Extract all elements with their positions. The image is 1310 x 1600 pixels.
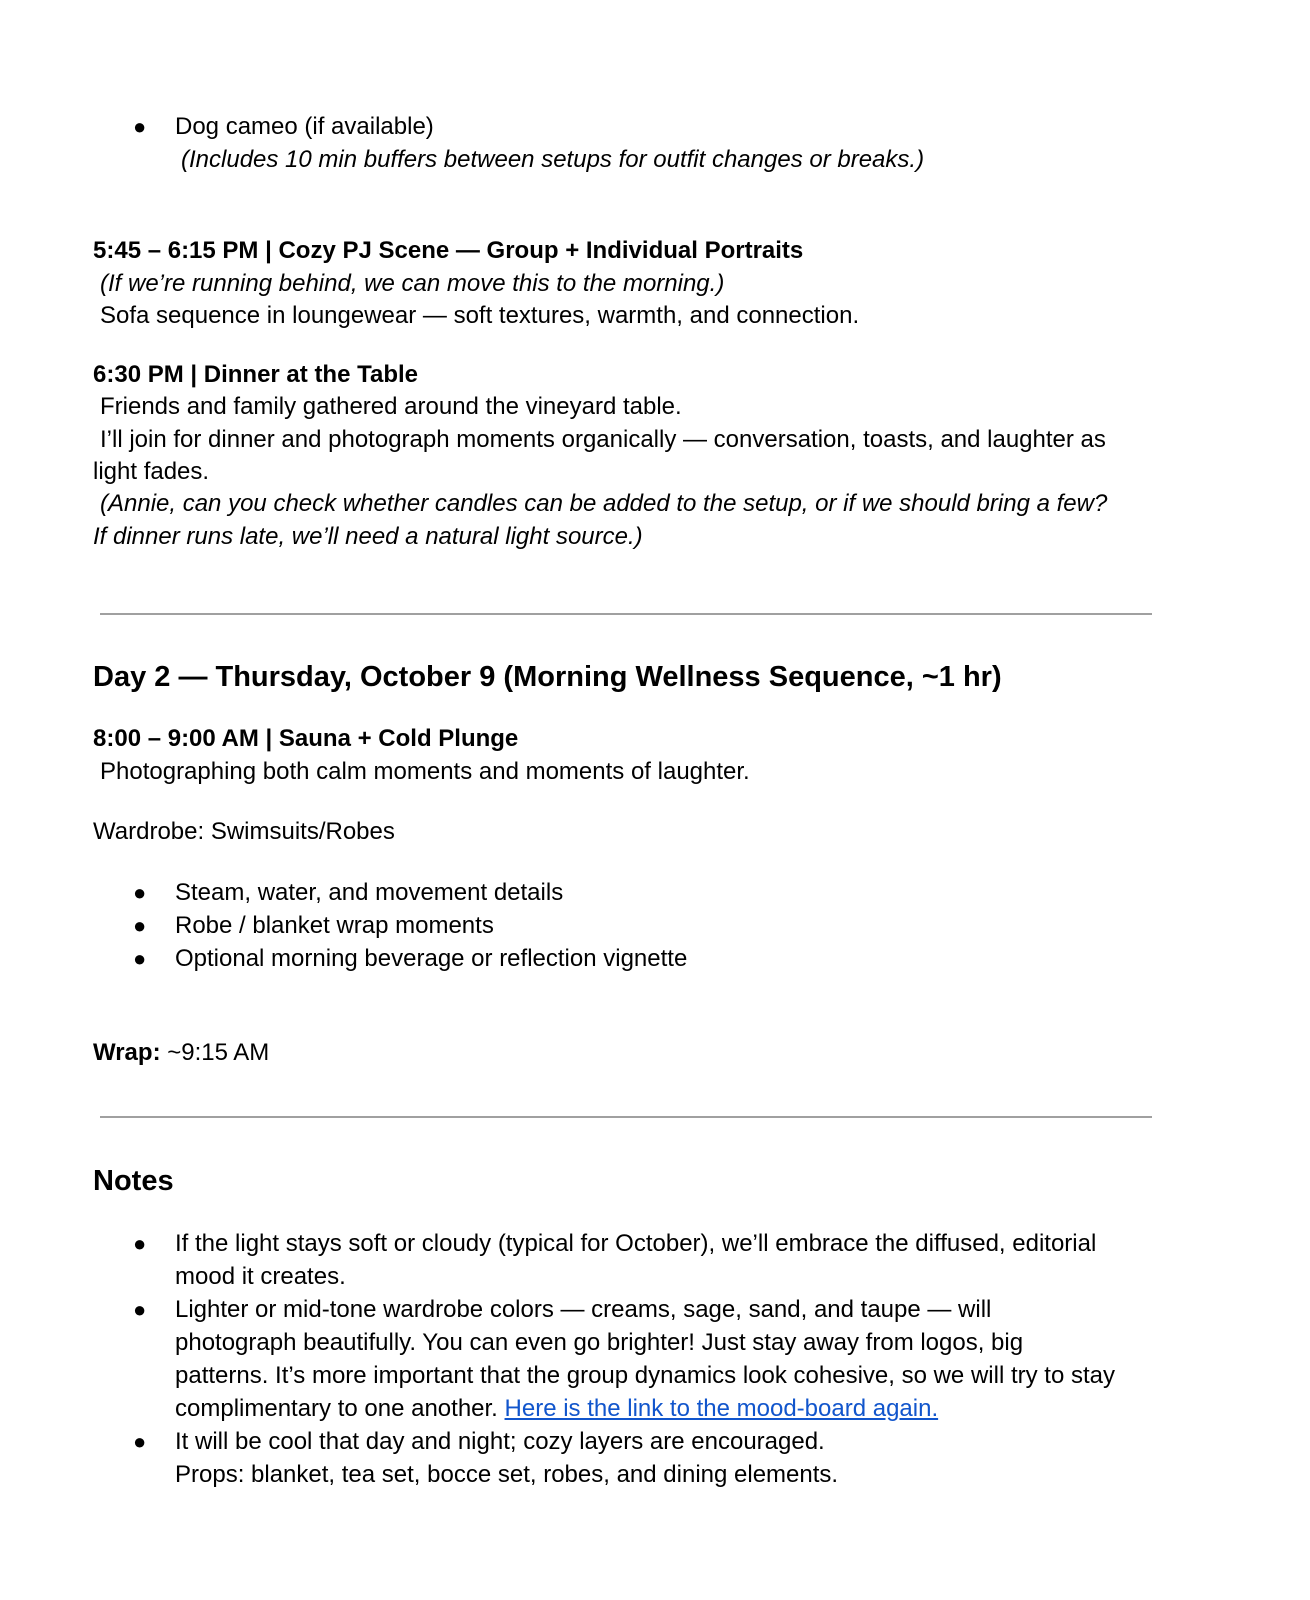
- horizontal-divider: [100, 1116, 1152, 1118]
- notes-bullet-1b: mood it creates.: [175, 1263, 346, 1290]
- dinner-line-2b: light fades.: [93, 458, 210, 485]
- dinner-note-b: If dinner runs late, we’ll need a natural light source.): [93, 523, 643, 550]
- mood-board-link[interactable]: Here is the link to the mood-board again.: [504, 1395, 939, 1422]
- pj-scene-note: (If we’re running behind, we can move this to the morning.): [100, 270, 725, 297]
- bullet-dot: ●: [133, 1429, 147, 1454]
- notes-bullet-2a: Lighter or mid-tone wardrobe colors — creams, sage, sand, and taupe — will: [175, 1296, 992, 1323]
- dinner-heading: 6:30 PM | Dinner at the Table: [93, 361, 419, 388]
- notes-bullet-2d-text: complimentary to one another.: [175, 1395, 505, 1422]
- day2-wardrobe: Wardrobe: Swimsuits/Robes: [93, 818, 395, 845]
- day2-session-heading: 8:00 – 9:00 AM | Sauna + Cold Plunge: [93, 725, 519, 752]
- bullet-dot: ●: [133, 1297, 147, 1322]
- bullet-dot: ●: [133, 913, 147, 938]
- pj-scene-description: Sofa sequence in loungewear — soft textures, warmth, and connection.: [100, 302, 860, 329]
- day2-bullet-1: Steam, water, and movement details: [175, 879, 564, 906]
- day2-wrap: [93, 1036, 269, 1069]
- dinner-note-a: (Annie, can you check whether candles can be added to the setup, or if we should bring a few?: [100, 490, 1108, 517]
- wrap-value: ~9:15 AM: [160, 1039, 270, 1066]
- notes-bullet-2d: [175, 1392, 938, 1425]
- pj-scene-heading: 5:45 – 6:15 PM | Cozy PJ Scene — Group + Individual Portraits: [93, 237, 804, 264]
- intro-bullet-dog-cameo: Dog cameo (if available): [175, 113, 434, 140]
- day2-bullet-2: Robe / blanket wrap moments: [175, 912, 494, 939]
- wrap-label: Wrap:: [93, 1039, 161, 1066]
- notes-bullet-2b: photograph beautifully. You can even go brighter! Just stay away from logos, big: [175, 1329, 1024, 1356]
- day2-title: Day 2 — Thursday, October 9 (Morning Wellness Sequence, ~1 hr): [93, 661, 1002, 693]
- intro-buffer-note: (Includes 10 min buffers between setups for outfit changes or breaks.): [181, 146, 925, 173]
- bullet-dot: ●: [133, 880, 147, 905]
- notes-title: Notes: [93, 1165, 174, 1197]
- dinner-line-2a: I’ll join for dinner and photograph moments organically — conversation, toasts, and laughter as: [100, 426, 1106, 453]
- day2-bullet-3: Optional morning beverage or reflection vignette: [175, 945, 688, 972]
- horizontal-divider: [100, 613, 1152, 615]
- notes-bullet-3b: Props: blanket, tea set, bocce set, robes, and dining elements.: [175, 1461, 839, 1488]
- bullet-dot: ●: [133, 1231, 147, 1256]
- bullet-dot: ●: [133, 946, 147, 971]
- notes-bullet-2c: patterns. It’s more important that the group dynamics look cohesive, so we will try to stay: [175, 1362, 1115, 1389]
- bullet-dot: ●: [133, 114, 147, 139]
- day2-session-description: Photographing both calm moments and moments of laughter.: [100, 758, 750, 785]
- notes-bullet-1a: If the light stays soft or cloudy (typical for October), we’ll embrace the diffused, editorial: [175, 1230, 1097, 1257]
- notes-bullet-3a: It will be cool that day and night; cozy layers are encouraged.: [175, 1428, 825, 1455]
- dinner-line-1: Friends and family gathered around the vineyard table.: [100, 393, 682, 420]
